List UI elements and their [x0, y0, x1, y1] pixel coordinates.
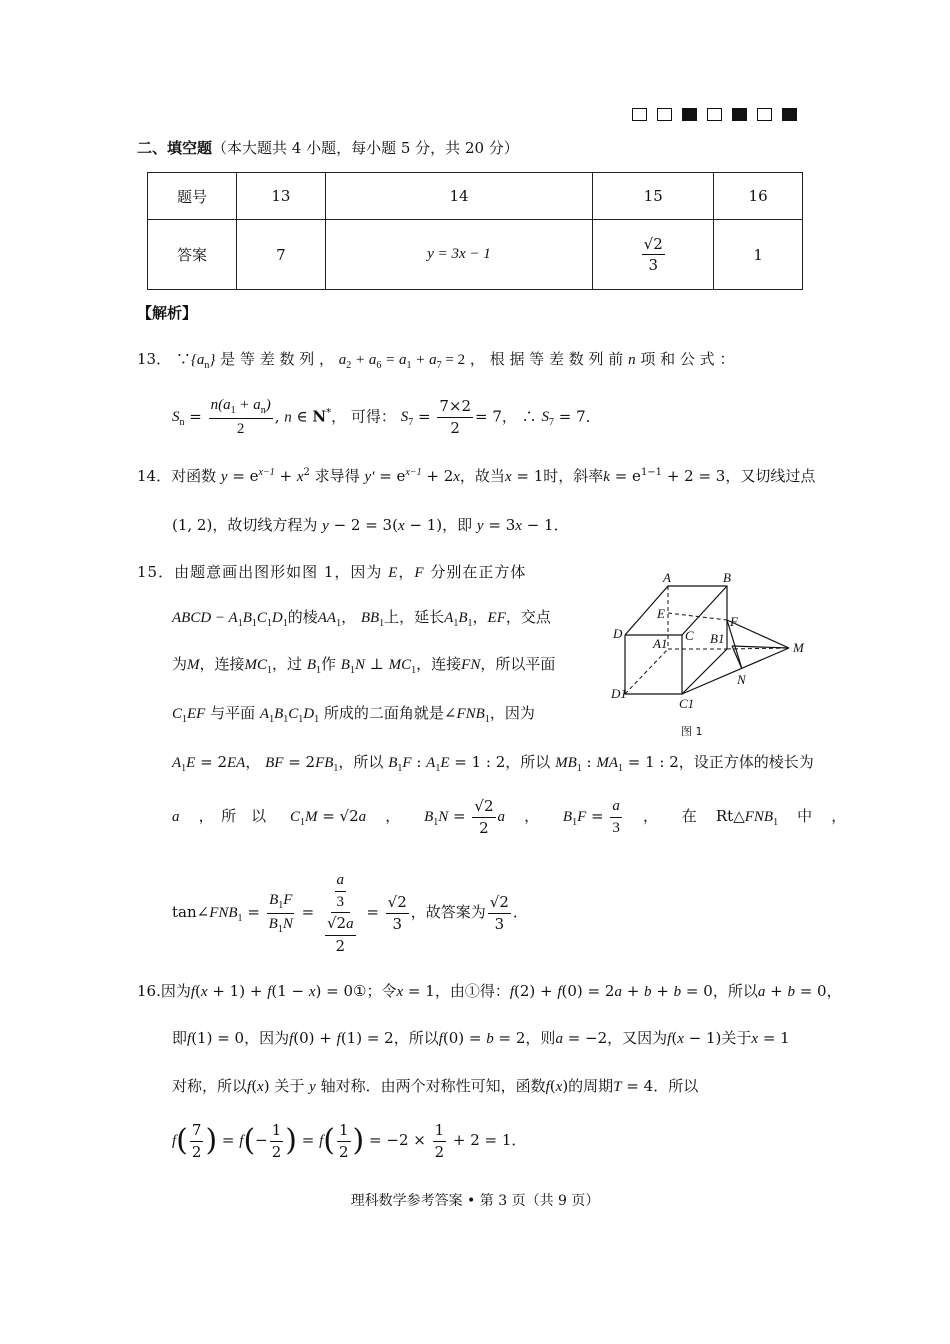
- header-squares: [632, 104, 807, 122]
- because-symbol: ∵: [175, 350, 191, 368]
- q14-text: ，即: [442, 516, 473, 534]
- figure-label: D: [613, 626, 623, 641]
- q14-text: 对函数: [171, 467, 217, 485]
- q14-number: 14．: [137, 467, 172, 485]
- figure-caption: 图 1: [681, 725, 703, 738]
- figure-label: B: [723, 570, 731, 585]
- figure-label: C1: [679, 696, 695, 711]
- q16-text: 关于: [721, 1029, 752, 1047]
- square-marker: [682, 108, 697, 121]
- q15-text: ，故答案为: [410, 903, 486, 921]
- q16-line-2: 即f(1) = 0，因为f(0) + f(1) = 2，所以f(0) = b = 2，则a = −2，又因为f(x − 1)关于x = 1: [172, 1029, 790, 1047]
- q16-text: ，所以: [712, 982, 758, 1000]
- q16-text: 对称，所以: [172, 1077, 248, 1095]
- answer-15: [593, 220, 714, 290]
- q14-line-2: (1, 2)，故切线方程为 y − 2 = 3(x − 1)，即 y = 3x − 1．: [172, 516, 569, 534]
- square-marker: [732, 108, 747, 121]
- figure-label: E: [657, 606, 665, 621]
- q16-text: 即: [172, 1029, 188, 1047]
- table-row: [148, 173, 803, 220]
- q15-text: ， 所 以: [198, 807, 267, 825]
- square-marker: [632, 108, 647, 121]
- q14-text: 时，斜率: [543, 467, 604, 485]
- q13-line-2: $S_n$ = $\frac{n(a_1 + a_n)}{2}$ , n ∈ N*， 可得： $S_7$ = $\frac{7\times 2}{2}$ = 7， ∴ $S_7 = 7$．: [172, 397, 601, 437]
- q13-number: 13．: [137, 350, 172, 368]
- q15-text: 作: [321, 655, 337, 673]
- q13-text: 项 和 公 式 ：: [640, 350, 735, 368]
- q15-text: ，连接: [199, 655, 245, 673]
- figure-label: C: [685, 628, 694, 643]
- q15-text: ，所以平面: [480, 655, 556, 673]
- figure-label: D1: [611, 686, 627, 701]
- q14-text: ，又切线过点: [725, 467, 816, 485]
- q13-text: ，: [501, 407, 517, 426]
- q15-text: 由题意画出图形如图 1，因为: [174, 563, 383, 581]
- figure-label: A: [663, 570, 671, 585]
- figure-label: F: [730, 614, 738, 629]
- answer-13: 7: [237, 220, 326, 290]
- q15-text: ，设正方体的棱长为: [678, 753, 814, 771]
- cube-figure: [605, 568, 820, 746]
- answer-15-denominator: 3: [648, 256, 658, 274]
- q16-line-4: f( $\frac{7}{2}$ ) = f(− $\frac{1}{2}$ ) = f( $\frac{1}{2}$ ) = −2 × $\frac{1}{2}$ + 2 = 1．: [172, 1121, 527, 1161]
- q15-text: ，所以: [505, 753, 551, 771]
- q16-line-3: 对称，所以f(x) 关于 y 轴对称．由两个对称性可知，函数f(x)的周期T = 4．所以: [172, 1077, 699, 1095]
- q16-text: 轴对称．由两个对称性可知，函数: [320, 1077, 546, 1095]
- q15-text: 交点: [520, 608, 551, 626]
- q16-text: ①；令: [353, 982, 397, 1000]
- answer-16: 1: [714, 220, 803, 290]
- q16-text: 关于: [274, 1077, 305, 1095]
- q16-text: ，又因为: [607, 1029, 668, 1047]
- figure-label: A1: [653, 636, 668, 651]
- q15-text: 为: [172, 655, 188, 673]
- q15-line-5: $A_1E = 2EA$， BF = $2FB_1$，所以 $B_1F$ : $A_1E = 1$ : 2，所以 $MB_1$ : $MA_1 = 1$ : 2，设正方体的棱长为: [172, 753, 814, 774]
- q16-number: 16.: [137, 982, 161, 1000]
- q15-text: 与平面: [210, 704, 256, 722]
- figure-label: M: [793, 640, 804, 655]
- q15-number: 15．: [137, 563, 175, 581]
- q15-text: 的棱: [287, 608, 318, 626]
- q15-text: 所成的二面角就是: [323, 704, 444, 722]
- question-number: 16: [714, 173, 803, 220]
- q16-text: ，因为: [244, 1029, 290, 1047]
- square-marker: [782, 108, 797, 121]
- section-note: （本大题共 4 小题，每小题 5 分，共 20 分）: [212, 139, 519, 157]
- section-heading: [137, 137, 519, 158]
- q15-text: ，过: [272, 655, 303, 673]
- q15-text: ，连接: [416, 655, 462, 673]
- q16-text: 因为: [160, 982, 191, 1000]
- therefore-symbol: ∴: [521, 407, 537, 426]
- q16-line-1: 16.因为f(x + 1) + f(1 − x) = 0①；令x = 1，由①得：f(2) + f(0) = 2a + b + b = 0，所以a + b = 0，: [137, 982, 842, 1000]
- answer-14: y = 3x − 1: [325, 220, 592, 290]
- q15-text: ，所以: [338, 753, 384, 771]
- q13-line-1: 13． $\because\{a_n\}$ 是 等 差 数 列 ， $a_2 + a_6 = a_1 + a_7 = 2$ ， 根 据 等 差 数 列 前 n 项 和 公 式 ：: [137, 350, 735, 371]
- row-label: 题号: [148, 173, 237, 220]
- square-marker: [757, 108, 772, 121]
- q15-line-3: 为M，连接$MC_1$，过 $B_1$作 $B_1N$ ⊥ $MC_1$，连接FN，所以平面: [172, 655, 556, 676]
- q16-text: ，所以: [393, 1029, 439, 1047]
- q14-text: ，故当: [459, 467, 505, 485]
- q15-line-1: 15．由题意画出图形如图 1，因为 E，F 分别在正方体: [137, 563, 527, 581]
- question-number: 14: [325, 173, 592, 220]
- q15-text: 中: [797, 807, 813, 825]
- figure-label: B1: [710, 631, 725, 646]
- page-footer: 理科数学参考答案 • 第 3 页（共 9 页）: [350, 1193, 600, 1209]
- q16-text: ，则: [525, 1029, 556, 1047]
- q15-line-4: $C_1EF$ 与平面 $A_1B_1C_1D_1$ 所成的二面角就是$\angle FNB_1$，因为: [172, 704, 535, 725]
- q15-line-6: a ， 所 以 $C_1M = √2a$ ， $B_1N$ = $\frac{√2}{2}$ a ， $B_1F$ = $\frac{a}{3}$ ， 在 $Rt\triangle FNB_1$ 中 ，: [172, 797, 847, 837]
- square-marker: [707, 108, 722, 121]
- q14-text: 求导得: [314, 467, 360, 485]
- q15-line-7: $\tan\angle FNB_1$ = $\frac{B_1F}{B_1N}$ = $\frac{\frac{a}{3}}{\frac{√2a}{2}}$ = $\frac{√2}{3}$ ，故答案为 $\frac{√2}{3}$ ．: [172, 872, 528, 955]
- question-number: 13: [237, 173, 326, 220]
- q15-text: 在: [681, 807, 697, 825]
- section-title: 二、填空题: [137, 139, 213, 157]
- table-row: [148, 220, 803, 290]
- q15-text: 上，延长: [384, 608, 445, 626]
- answer-table: [147, 172, 803, 290]
- q16-text: 的周期: [568, 1077, 614, 1095]
- q15-text: 分别在正方体: [430, 563, 527, 581]
- q14-line-1: 14．对函数 $y = e^{x-1} + x^2$ 求导得 $y' = e^{x-1} + 2x$，故当x = 1时，斜率$k = e^{1-1} + 2 = 3$，又切线过点: [137, 467, 816, 485]
- square-marker: [657, 108, 672, 121]
- q16-text: ，由①得：: [434, 982, 510, 1000]
- q13-text: 是 等 差 数 列 ，: [220, 350, 335, 368]
- q13-text: 可得：: [350, 407, 396, 426]
- question-number: 15: [593, 173, 714, 220]
- q16-text: ．所以: [653, 1077, 699, 1095]
- q15-text: ，因为: [489, 704, 535, 722]
- q15-line-2: ABCD − $A_1B_1C_1D_1$的棱$AA_1$， $BB_1$上，延长$A_1B_1$，EF，交点: [172, 608, 551, 629]
- figure-label: N: [737, 672, 746, 687]
- answer-15-numerator: √2: [642, 236, 665, 256]
- q14-text: ，故切线方程为: [212, 516, 318, 534]
- q13-text: ， 根 据 等 差 数 列 前: [469, 350, 624, 368]
- row-label: 答案: [148, 220, 237, 290]
- analysis-label: 【解析】: [137, 304, 198, 322]
